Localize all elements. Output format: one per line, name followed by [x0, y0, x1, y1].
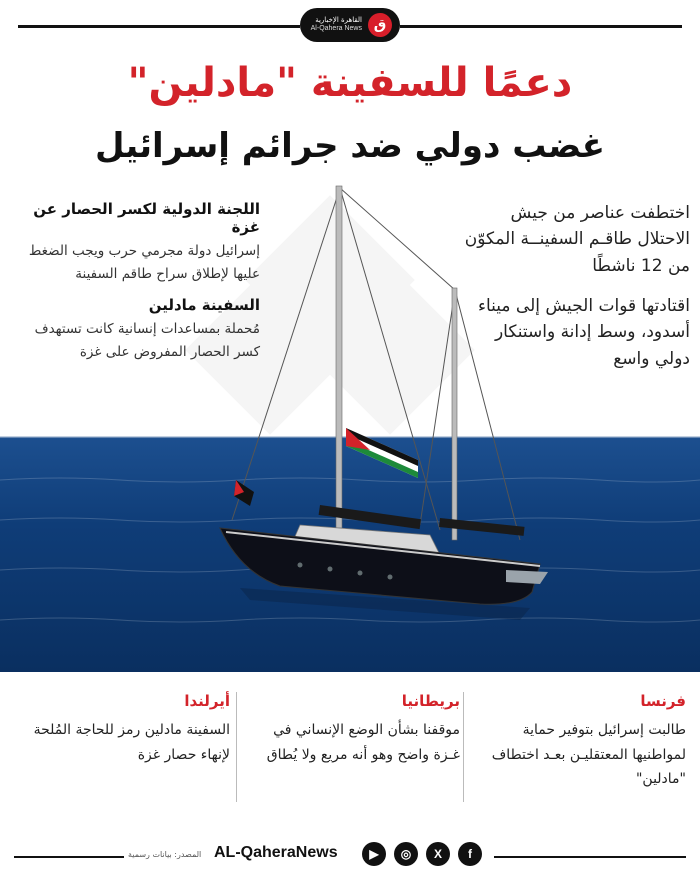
x-icon[interactable]: X — [426, 842, 450, 866]
left-text-block — [14, 200, 260, 374]
headline: دعمًا للسفينة "مادلين" — [127, 60, 573, 106]
logo-english: Al-Qahera News — [310, 25, 362, 32]
country-name: بريطانيا — [401, 692, 460, 710]
country-statement: طالبت إسرائيل بتوفير حماية لمواطنيها المعتقليـن بعـد اختطاف "مادلين" — [491, 722, 686, 787]
column-divider — [236, 692, 237, 802]
committee-text: إسرائيل دولة مجرمي حرب ويجب الضغط عليها لإطلاق سراح طاقم السفينة — [28, 243, 260, 282]
subheadline: غضب دولي ضد جرائم إسرائيل — [95, 126, 605, 166]
instagram-icon[interactable]: ◎ — [394, 842, 418, 866]
country-statement: السفينة مادلين رمز للحاجة المُلحة لإنهاء حصار غزة — [33, 722, 230, 763]
ship-text: مُحملة بمساعدات إنسانية كانت تستهدف كسر الحصار المفروض على غزة — [34, 320, 260, 360]
column-divider — [463, 692, 464, 802]
countries-section — [0, 672, 700, 822]
source-label: المصدر: بيانات رسمية — [128, 850, 202, 859]
logo-mark-icon: ق — [368, 13, 392, 37]
ship-heading: السفينة مادلين — [148, 295, 260, 314]
footer — [0, 840, 700, 870]
country-britain — [250, 692, 460, 767]
country-statement: موقفنا بشأن الوضع الإنساني في غـزة واضح وهو أنه مريع ولا يُطاق — [266, 722, 460, 763]
youtube-icon[interactable]: ▶ — [362, 842, 386, 866]
country-ireland — [20, 692, 230, 767]
header-line-right — [400, 25, 682, 28]
channel-logo — [300, 8, 400, 42]
footer-line-right — [494, 856, 686, 858]
right-paragraph-2: اقتادتها قوات الجيش إلى ميناء أسدود، وسط إدانة واستنكار دولي واسع — [477, 296, 690, 369]
country-name: أيرلندا — [184, 692, 230, 710]
country-name: فرنسا — [640, 692, 686, 710]
facebook-icon[interactable]: f — [458, 842, 482, 866]
logo-arabic: القاهرة الإخبارية — [315, 16, 362, 25]
committee-heading: اللجنة الدولية لكسر الحصار عن غزة — [33, 200, 260, 236]
right-text-block — [460, 200, 690, 386]
footer-line-left — [14, 856, 124, 858]
right-paragraph-1: اختطفت عناصر من جيش الاحتلال طاقـم السفينــة المكوّن من 12 ناشطًا — [464, 203, 690, 276]
country-france — [476, 692, 686, 792]
brand-handle: AL-QaheraNews — [214, 844, 338, 861]
header-line-left — [18, 25, 300, 28]
